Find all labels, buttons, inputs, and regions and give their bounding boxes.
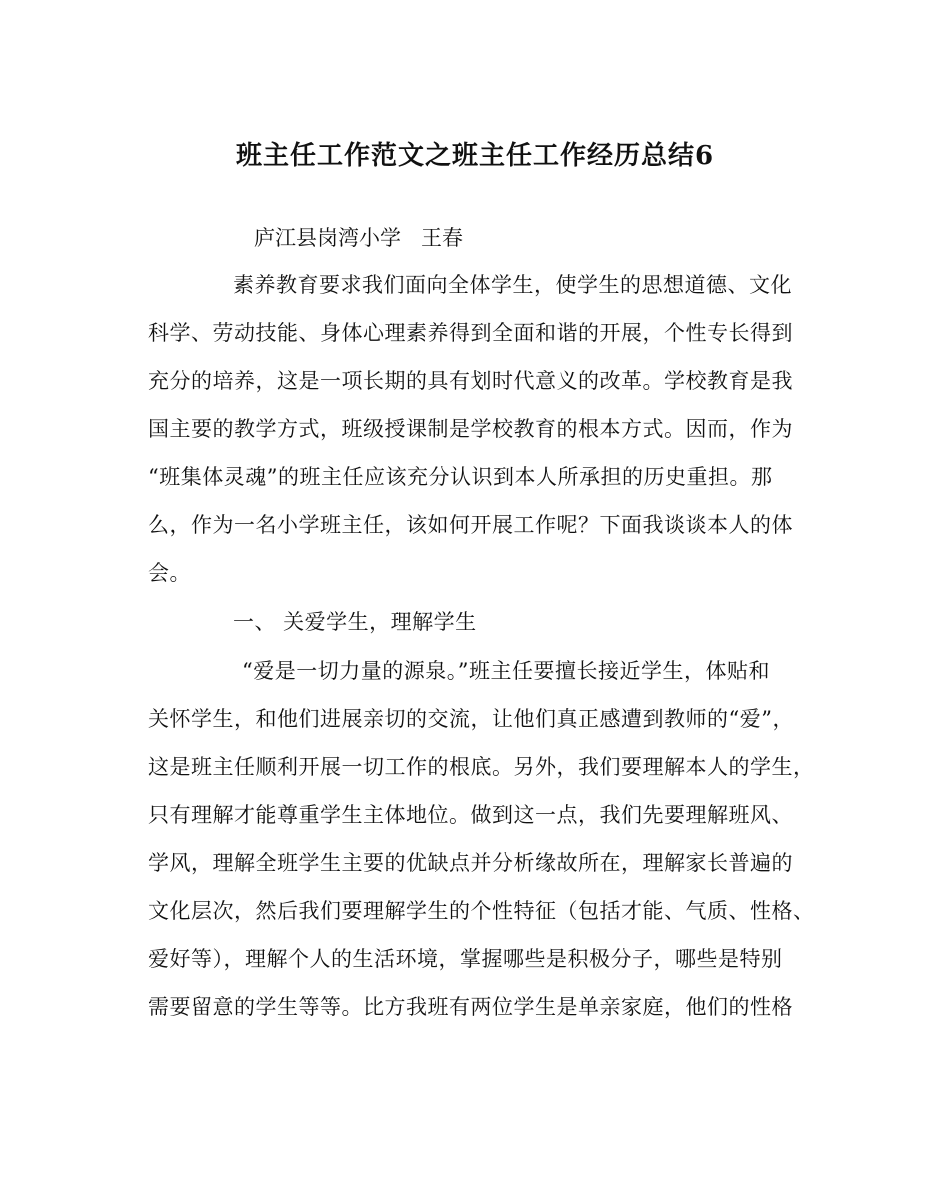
paragraph-line: “班集体灵魂”的班主任应该充分认识到本人所承担的历史重担。那 — [148, 465, 773, 489]
paragraph-line: 需要留意的学生等等。比方我班有两位学生是单亲家庭，他们的性格 — [148, 995, 793, 1019]
paragraph-line: 只有理解才能尊重学生主体地位。做到这一点，我们先要理解班风、 — [148, 803, 793, 827]
paragraph-line: 爱好等），理解个人的生活环境，掌握哪些是积极分子，哪些是特别 — [148, 947, 783, 971]
author-school: 庐江县岗湾小学 — [254, 226, 401, 250]
paragraph-line: 科学、劳动技能、身体心理素养得到全面和谐的开展，个性专长得到 — [148, 321, 793, 345]
section-heading: 一、 关爱学生，理解学生 — [233, 610, 477, 634]
paragraph-line: “爱是一切力量的源泉。”班主任要擅长接近学生，体贴和 — [242, 659, 770, 683]
paragraph-line: 关怀学生，和他们进展亲切的交流，让他们真正感遭到教师的“爱”， — [148, 707, 794, 731]
paragraph-line: 文化层次，然后我们要理解学生的个性特征（包括才能、气质、性格、 — [148, 899, 815, 923]
author-name: 王春 — [421, 226, 463, 250]
paragraph-line: 这是班主任顺利开展一切工作的根底。另外，我们要理解本人的学生， — [148, 755, 815, 779]
document-title: 班主任工作范文之班主任工作经历总结6 — [235, 141, 715, 171]
paragraph-line: 学风，理解全班学生主要的优缺点并分析缘故所在，理解家长普遍的 — [148, 851, 793, 875]
paragraph-line: 充分的培养，这是一项长期的具有划时代意义的改革。学校教育是我 — [148, 369, 793, 393]
paragraph-line: 会。 — [148, 561, 191, 585]
author-line — [254, 223, 463, 253]
paragraph-line: 国主要的教学方式，班级授课制是学校教育的根本方式。因而，作为 — [148, 417, 793, 441]
paragraph-line: 素养教育要求我们面向全体学生，使学生的思想道德、文化 — [233, 273, 792, 297]
paragraph-line: 么，作为一名小学班主任，该如何开展工作呢？下面我谈谈本人的体 — [148, 513, 793, 537]
